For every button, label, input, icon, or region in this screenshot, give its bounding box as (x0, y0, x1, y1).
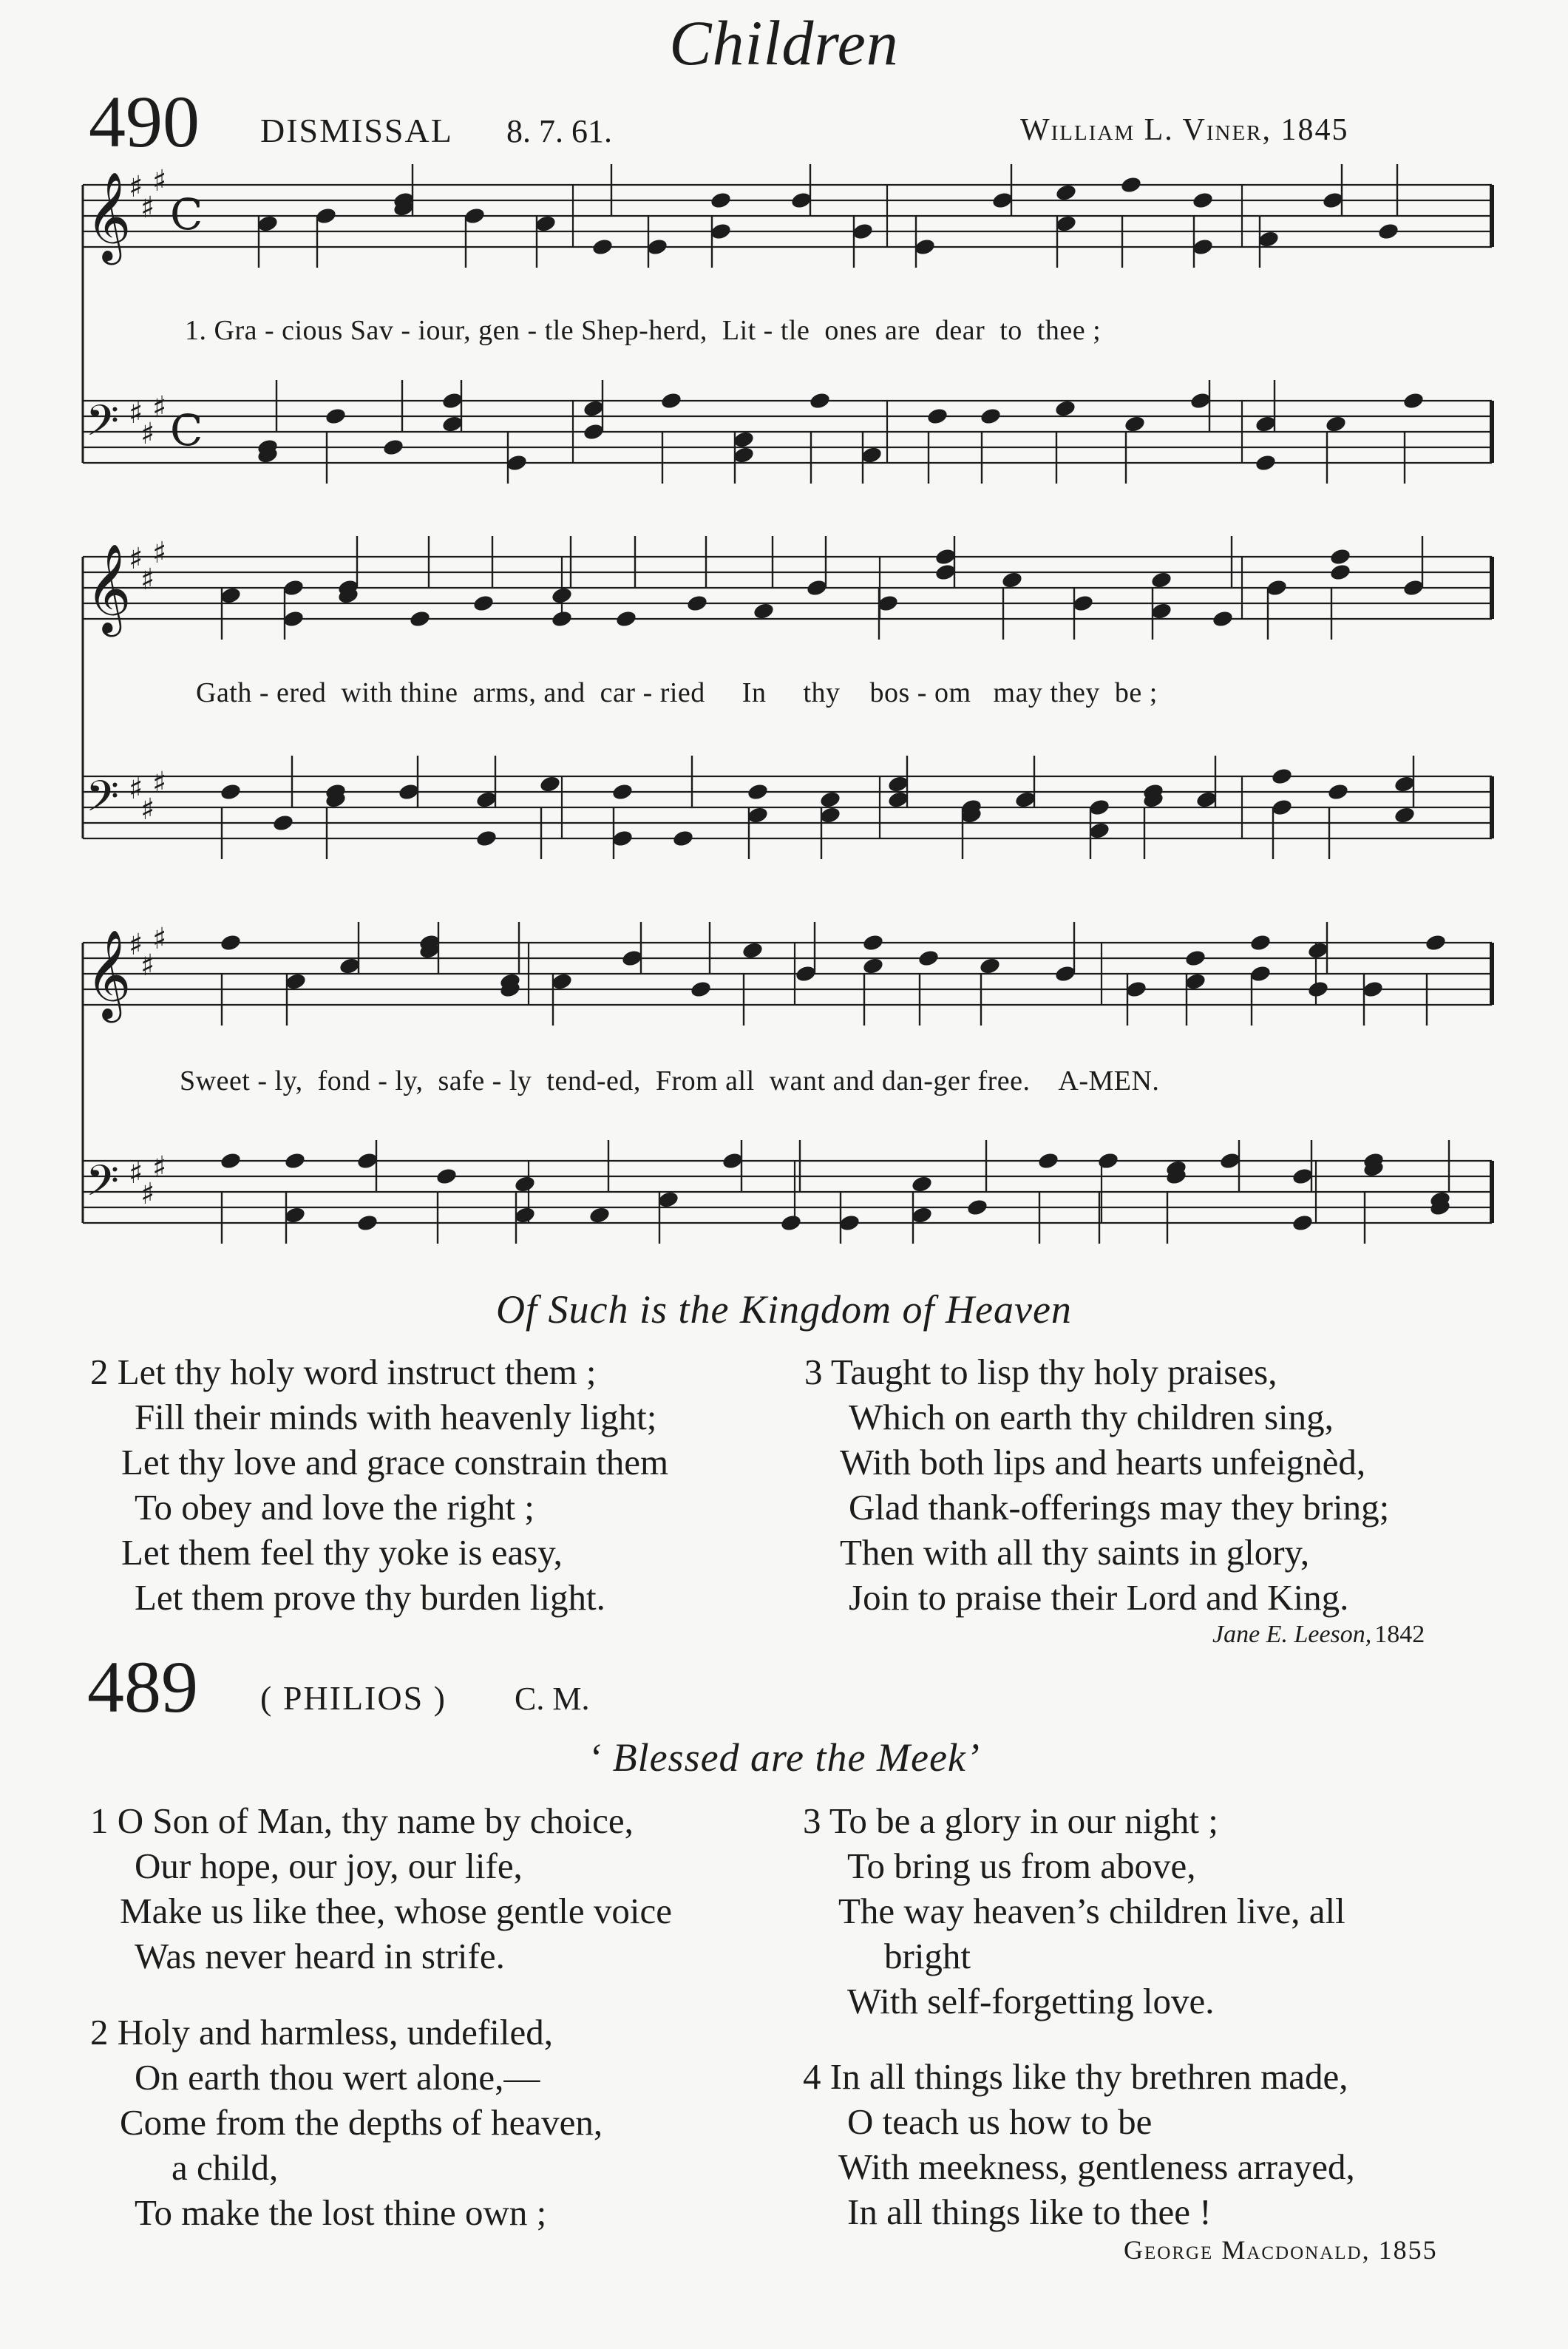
note-head (382, 438, 405, 457)
note-head (790, 191, 813, 210)
note-head (1258, 230, 1280, 249)
note-head (1329, 563, 1352, 582)
note-head (887, 775, 910, 794)
verse-line: With self-forgetting love. (847, 1981, 1215, 2021)
note-head (1120, 175, 1143, 194)
common-time-icon: C (170, 189, 203, 240)
sharp-icon: ♯ (129, 396, 143, 430)
note-head (284, 1206, 307, 1225)
verse-line: Our hope, our joy, our life, (135, 1845, 523, 1886)
verse-line: Then with all thy saints in glory, (840, 1532, 1310, 1573)
note-head (611, 782, 634, 801)
verse-line: 2 Holy and harmless, undefiled, (90, 2012, 553, 2053)
note-head (1292, 1213, 1314, 1233)
note-head (1255, 453, 1277, 472)
note-head (272, 813, 295, 833)
note-head (615, 609, 638, 628)
note-head (284, 1151, 307, 1170)
note-head (747, 782, 770, 801)
note-head (1402, 391, 1425, 410)
note-head (690, 980, 713, 999)
note-head (934, 563, 957, 582)
note-head (315, 206, 338, 226)
hymn-number-490: 490 (89, 81, 200, 163)
bass-clef-icon: 𝄢 (86, 771, 120, 832)
note-head (1184, 949, 1207, 968)
note-head (991, 191, 1014, 210)
hymn-number-489: 489 (87, 1646, 198, 1728)
note-head (672, 829, 695, 848)
treble-clef-icon: 𝄞 (86, 929, 132, 1019)
note-head (780, 1213, 803, 1233)
note-head (1014, 790, 1037, 810)
note-head (220, 782, 242, 801)
note-head (1212, 609, 1235, 628)
hymn-489-subtitle: ‘ Blessed are the Meek’ (588, 1735, 980, 1780)
verse-line: Let them feel thy yoke is easy, (121, 1532, 563, 1573)
note-head (325, 407, 347, 426)
sharp-icon: ♯ (129, 170, 143, 204)
note-head (1292, 1167, 1314, 1186)
note-head (409, 609, 432, 628)
hymn-489-author: George Macdonald, 1855 (1124, 2235, 1438, 2265)
note-head (1394, 806, 1416, 825)
note-head (710, 222, 733, 241)
treble-staff (83, 943, 1492, 1005)
lyric-line-3: Sweet - ly, fond - ly, safe - ly tend-ed, From all want and dan-ger free. A-MEN. (180, 1065, 1160, 1096)
note-head (1184, 972, 1207, 992)
note-head (852, 222, 875, 241)
note-head (220, 586, 242, 606)
verse-line: 2 Let thy holy word instruct them ; (90, 1352, 597, 1392)
note-head (1037, 1151, 1060, 1170)
hymn-489-verse-2 (90, 2010, 603, 2235)
sharp-icon: ♯ (152, 164, 167, 198)
bass-clef-icon: 𝄢 (86, 1156, 120, 1216)
note-head (441, 391, 464, 410)
verse-line: In all things like to thee ! (847, 2192, 1212, 2232)
note-head (733, 446, 756, 465)
hymn-489-verse-1 (90, 1798, 672, 1979)
note-head (838, 1213, 861, 1233)
author-name: Jane E. Leeson, (1212, 1621, 1372, 1648)
note-head (966, 1198, 989, 1217)
note-head (583, 422, 605, 441)
note-head (1394, 775, 1416, 794)
common-time-icon: C (170, 405, 203, 455)
sharp-icon: ♯ (129, 542, 143, 576)
note-head (1124, 415, 1147, 434)
note-head (1327, 782, 1350, 801)
verse-line: To make the lost thine own ; (135, 2192, 547, 2233)
note-head (398, 782, 421, 801)
note-head (914, 237, 937, 257)
note-head (1001, 571, 1024, 590)
note-head (1307, 941, 1330, 960)
note-head (917, 949, 940, 968)
hymn-489-verse-3 (803, 1798, 1345, 2024)
note-head (1249, 933, 1272, 952)
lyric-line-2: Gath - ered with thine arms, and car - ried In thy bos - om may they be ; (196, 677, 1158, 708)
composer: William L. Viner, 1845 (1020, 113, 1349, 147)
note-head (686, 594, 709, 613)
note-head (1362, 980, 1385, 999)
note-head (1088, 821, 1111, 841)
note-head (806, 578, 829, 597)
verse-line: bright (884, 1936, 971, 1976)
sharp-icon: ♯ (152, 922, 167, 956)
sharp-icon: ♯ (140, 1177, 155, 1211)
verse-line: a child, (172, 2147, 279, 2188)
verse-line: To bring us from above, (847, 1845, 1196, 1886)
verse-line: 3 Taught to lisp thy holy praises, (804, 1352, 1277, 1392)
note-head (911, 1206, 934, 1225)
note-head (1271, 767, 1294, 786)
note-head (753, 602, 775, 621)
note-head (591, 237, 614, 257)
note-head (514, 1175, 537, 1194)
note-head (621, 949, 644, 968)
note-head (1189, 391, 1212, 410)
note-head (282, 578, 305, 597)
sharp-icon: ♯ (129, 772, 143, 806)
note-head (980, 407, 1002, 426)
note-head (506, 453, 529, 472)
note-head (1055, 183, 1078, 203)
bass-clef-icon: 𝄢 (86, 396, 120, 456)
note-head (862, 933, 885, 952)
note-head (1329, 547, 1352, 566)
hymn-490-verse-2 (90, 1349, 668, 1620)
sharp-icon: ♯ (140, 793, 155, 827)
note-head (1054, 964, 1077, 983)
bass-staff (83, 401, 1492, 463)
tune-name: ( PHILIOS ) (260, 1679, 447, 1717)
note-head (551, 609, 574, 628)
hymn-490-author (1212, 1621, 1425, 1649)
note-head (1097, 1151, 1120, 1170)
note-head (741, 941, 764, 960)
verse-line: 3 To be a glory in our night ; (803, 1800, 1218, 1841)
note-head (1266, 578, 1289, 597)
sharp-icon: ♯ (140, 417, 155, 451)
verse-line: O teach us how to be (847, 2101, 1153, 2142)
note-head (356, 1151, 379, 1170)
note-head (1150, 571, 1173, 590)
section-title: Children (669, 7, 899, 78)
note-head (539, 775, 562, 794)
treble-clef-icon: 𝄞 (86, 171, 132, 261)
verse-line: Glad thank-offerings may they bring; (849, 1487, 1390, 1528)
note-head (733, 430, 756, 450)
sharp-icon: ♯ (152, 1150, 167, 1184)
verse-line: Come from the depths of heaven, (120, 2102, 603, 2143)
note-head (551, 586, 574, 606)
hymn-489-verse-4 (803, 2054, 1355, 2234)
note-head (1195, 790, 1218, 810)
note-head (1307, 980, 1330, 999)
note-head (887, 790, 910, 810)
sharp-icon: ♯ (129, 928, 143, 962)
note-head (911, 1175, 934, 1194)
verse-line: To obey and love the right ; (135, 1487, 534, 1528)
note-head (1271, 798, 1294, 817)
hymn-meter: 8. 7. 61. (506, 113, 612, 149)
note-head (356, 1213, 379, 1233)
verse-line: Join to praise their Lord and King. (849, 1577, 1349, 1618)
note-head (657, 1190, 680, 1210)
note-head (534, 214, 557, 234)
note-head (285, 972, 308, 992)
hymn-490-subtitle: Of Such is the Kingdom of Heaven (496, 1287, 1072, 1332)
note-head (441, 415, 464, 434)
note-head (819, 790, 842, 810)
note-head (583, 399, 605, 418)
note-head (1192, 237, 1215, 257)
note-head (1072, 594, 1095, 613)
verse-line: On earth thou wert alone,— (135, 2057, 540, 2098)
note-head (220, 933, 242, 952)
note-head (464, 206, 486, 226)
hymn-490-verse-3 (804, 1349, 1389, 1620)
note-head (282, 609, 305, 628)
note-head (1088, 798, 1111, 817)
verse-line: 1 O Son of Man, thy name by choice, (90, 1800, 634, 1841)
note-head (1192, 191, 1215, 210)
tune-name: DISMISSAL (260, 112, 453, 149)
note-head (747, 806, 770, 825)
note-head (588, 1206, 611, 1225)
treble-clef-icon: 𝄞 (86, 543, 132, 633)
note-head (1150, 602, 1173, 621)
note-head (435, 1167, 458, 1186)
note-head (926, 407, 949, 426)
note-head (862, 957, 885, 976)
note-head (722, 1151, 744, 1170)
note-head (1402, 578, 1425, 597)
author-year: 1842 (1374, 1621, 1425, 1648)
note-head (979, 957, 1002, 976)
lyric-line-1: 1. Gra - cious Sav - iour, gen - tle Shep-herd, Lit - tle ones are dear to thee ; (185, 315, 1102, 346)
note-head (646, 237, 669, 257)
note-head (1325, 415, 1348, 434)
note-head (472, 594, 495, 613)
note-head (1054, 399, 1077, 418)
verse-line: Was never heard in strife. (135, 1936, 505, 1976)
note-head (514, 1206, 537, 1225)
note-head (710, 191, 733, 210)
note-head (1322, 191, 1345, 210)
verse-line: With both lips and hearts unfeignèd, (840, 1442, 1366, 1482)
note-head (339, 957, 362, 976)
note-head (475, 829, 498, 848)
sharp-icon: ♯ (152, 536, 167, 570)
note-head (1249, 964, 1272, 983)
sharp-icon: ♯ (152, 390, 167, 424)
note-head (934, 547, 957, 566)
note-head (1425, 933, 1447, 952)
verse-line: The way heaven’s children live, all (838, 1891, 1345, 1931)
verse-line: Fill their minds with heavenly light; (135, 1397, 657, 1437)
note-head (819, 806, 842, 825)
note-head (220, 1151, 242, 1170)
verse-line: Let thy love and grace constrain them (121, 1442, 669, 1482)
note-head (611, 829, 634, 848)
note-head (660, 391, 683, 410)
sharp-icon: ♯ (140, 563, 155, 597)
treble-staff (83, 185, 1492, 247)
verse-line: With meekness, gentleness arrayed, (838, 2146, 1355, 2187)
note-head (1255, 415, 1277, 434)
note-head (257, 214, 279, 234)
hymn-meter: C. M. (515, 1681, 590, 1717)
sharp-icon: ♯ (140, 949, 155, 983)
note-head (1055, 214, 1078, 234)
note-head (809, 391, 832, 410)
verse-line: Let them prove thy burden light. (135, 1577, 605, 1618)
note-head (861, 446, 883, 465)
sharp-icon: ♯ (152, 766, 167, 800)
note-head (475, 790, 498, 810)
note-head (795, 964, 818, 983)
sharp-icon: ♯ (129, 1156, 143, 1190)
note-head (1377, 222, 1400, 241)
note-head (1125, 980, 1148, 999)
note-head (551, 972, 574, 992)
sharp-icon: ♯ (140, 191, 155, 225)
verse-line: 4 In all things like thy brethren made, (803, 2056, 1348, 2097)
verse-line: Which on earth thy children sing, (849, 1397, 1334, 1437)
verse-line: Make us like thee, whose gentle voice (120, 1891, 673, 1931)
note-head (1219, 1151, 1242, 1170)
